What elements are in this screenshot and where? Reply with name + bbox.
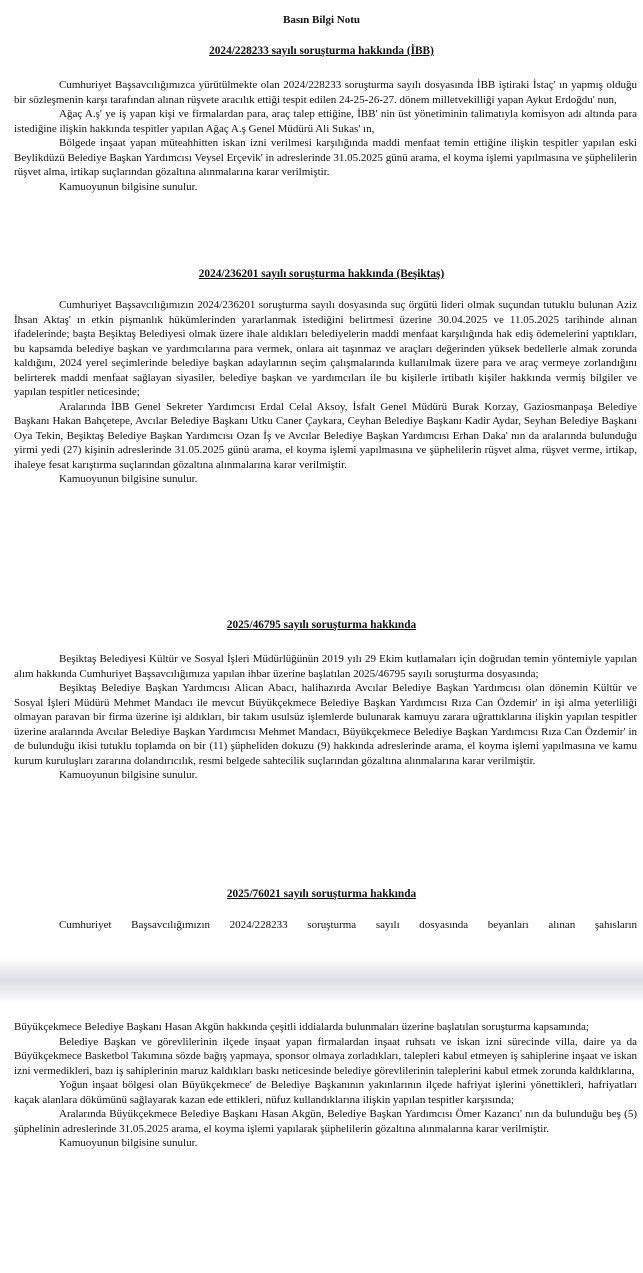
document-page-bottom	[0, 1003, 643, 1273]
section-body-2025-76021-bottom	[14, 1020, 637, 1151]
paragraph: Kamuoyunun bilgisine sunulur.	[59, 180, 198, 193]
section-body-ibb	[14, 78, 637, 194]
paragraph: Cumhuriyet Başsavcılığımızca yürütülmekte olan 2024/228233 soruşturma sayılı dosyasında İBB iştiraki İstaç' ın yapmış olduğu bir sözleşmenin karşı tarafından alınan rüşvete aracılık ettiği tespit edilen 24-25-26-27. dönem milletvekilliği yapan Aykut Erdoğdu' nun,	[14, 79, 637, 106]
paragraph: Aralarında İBB Genel Sekreter Yardımcısı Erdal Celal Aksoy, İsfalt Genel Müdürü Burak Korzay, Gaziosmanpaşa Belediye Başkanı Hakan Bahçetepe, Avcılar Belediye Başkanı Utku Caner Çaykara, Ceyhan Belediye Başkanı Kadir Aydar, Seyhan Belediye Başkanı Oya Tekin, Beşiktaş Belediye Başkan Yardımcısı Ozan İş ve Avcılar Belediye Başkan Yardımcısı Erhan Daka' nın da aralarında bulunduğu yirmi yedi (27) kişinin adreslerinde 31.05.2025 günü arama, el koyma işlemi yapılmasına ve şüphelilerin rüşvet alma, rüşvet verme, irtikap, ihaleye fesat karıştırma suçlarından gözaltına alınmalarına karar verilmiştir.	[14, 400, 637, 471]
section-heading-besiktas: 2024/236201 sayılı soruşturma hakkında (Beşiktaş)	[198, 268, 445, 280]
section-heading-2025-46795: 2025/46795 sayılı soruşturma hakkında	[226, 619, 417, 631]
paragraph: Büyükçekmece Belediye Başkanı Hasan Akgün hakkında çeşitli iddialarda bulunmaları üzerine başlatılan soruşturma kapsamında;	[14, 1021, 589, 1033]
paragraph: Cumhuriyet Başsavcılığımızın 2024/228233 soruşturma sayılı dosyasında beyanları alınan şahısların	[59, 919, 637, 931]
paragraph: Kamuoyunun bilgisine sunulur.	[59, 1137, 198, 1149]
paragraph: Bölgede inşaat yapan müteahhitten iskan izni verilmesi karşılığında maddi menfaat temin ettiğine ilişkin tespitler yapılan eski Beylikdüzü Belediye Başkan Yardımcısı Veysel Erçevik' in adreslerinde 31.05.2025 günü arama, el koyma işlemi yapılmasına ve şüphelilerin rüşvet alma, irtikap suçlarından gözaltına alınmalarına karar verilmiştir.	[14, 137, 637, 178]
paragraph: Cumhuriyet Başsavcılığımızın 2024/236201 soruşturma sayılı dosyasında suç örgütü lideri olmak suçundan tutuklu bulunan Aziz İhsan Aktaş' ın etkin pişmanlık hükümlerinden yararlanmak istediğini belirtmesi üzerine 30.04.2025 ve 11.05.2025 tarihinde alınan ifadelerinde; başta Beşiktaş Belediyesi olmak üzere ihale aldıkları belediyelerin maddi menfaat karşılığında hak ediş ödemelerini yaptıkları, bu kapsamda belediye başkan ve yardımcılarına para vermek, onlara ait taşınmaz ve araçları değerinden yüksek bedellerle almak zorunda kaldığını, 2024 yerel seçimlerinde belediye başkan adaylarının seçim çalışmalarında kullanılmak üzere para ve araç vermeye zorlandığını belirterek maddi menfaat sağlayan siyasiler, belediye başkan ve yardımcıları ile bu kişilerle irtibatlı kişiler hakkında vermiş bilgiler ve yapılan tespitler neticesinde;	[14, 299, 637, 398]
paragraph: Yoğun inşaat bölgesi olan Büyükçekmece' de Belediye Başkanının yakınlarının ilçede hafriyat işlerini yönettikleri, hafriyatları kaçak alanlara dökümünü sağlayarak kazan ede ettikleri, nüfuz kullandıklarına ilişkin yapılan tespitler karşısında;	[14, 1079, 637, 1106]
paragraph: Kamuoyunun bilgisine sunulur.	[59, 473, 198, 485]
page-break-divider	[0, 958, 643, 1003]
section-heading-ibb: 2024/228233 sayılı soruşturma hakkında (İBB)	[209, 45, 434, 57]
section-body-2025-46795	[14, 652, 637, 783]
paragraph: Belediye Başkan ve görevlilerinin ilçede inşaat yapan firmalardan inşaat ruhsatı ve iskan izni sürecinde villa, daire ya da Büyükçekmece Basketbol Takımına sözde bağış yapmaya, sponsor olmaya zorladıkları, talepleri kabul etmeyen iş sahiplerine inşaat ve iskan izni vermedikleri, bazı iş sahiplerinin maruz kaldıkları baskı neticesinde belediye görevlilerinin taleplerini kabul etmek zorunda kaldıklarına,	[14, 1035, 637, 1077]
paragraph: Beşiktaş Belediye Başkan Yardımcısı Alican Abacı, halihazırda Avcılar Belediye Başkan Yardımcısı olan dönemin Kültür ve Sosyal İşleri Müdürü Mehmet Mandacı ile mevcut Büyükçekmece Belediye Başkan Yardımcısı Rıza Can Özdemir' in işi alma yeterliliği olmayan paravan bir firma üzerine işi aldıkları, bir takım usulsüz işlemlerde bulunarak kamuyu zarara uğrattıklarına ilişkin yapılan tespitler üzerine aralarında Avcılar Belediye Başkan Yardımcısı Mehmet Mandacı, Büyükçekmece Belediye Başkan Yardımcısı Rıza Can Özdemir' in de bulunduğu ikisi tutuklu toplamda on bir (11) şüpheliden dokuzu (9) hakkında adreslerinde arama, el koyma işlemi yapılmasına ve kamu kurum kuruluşları zararına dolandırıcılık, resmi belgede sahtecilik suçlarından gözaltına alınmalarına karar verilmiştir.	[14, 682, 637, 767]
paragraph: Ağaç A.ş' ye iş yapan kişi ve firmalardan para, araç talep ettiğine, İBB' nin üst yönetiminin talimatıyla komisyon adı altında para istediğine ilişkin hakkında tespitler yapılan Ağaç A.ş Genel Müdürü Ali Sukas' ın,	[14, 108, 637, 135]
paragraph: Aralarında Büyükçekmece Belediye Başkanı Hasan Akgün, Belediye Başkan Yardımcısı Ömer Kazancı' nın da bulunduğu beş (5) şüphelinin adreslerinde 31.05.2025 arama, el koyma işlemi yapılarak şüphelilerin gözaltına alınmalarına karar verilmiştir.	[14, 1108, 637, 1135]
section-heading-2025-76021: 2025/76021 sayılı soruşturma hakkında	[226, 888, 417, 900]
document-title: Basın Bilgi Notu	[282, 14, 361, 26]
paragraph: Kamuoyunun bilgisine sunulur.	[59, 769, 198, 781]
paragraph: Beşiktaş Belediyesi Kültür ve Sosyal İşleri Müdürlüğünün 2019 yılı 29 Ekim kutlamaları için doğrudan temin yöntemiyle yapılan alım hakkında Cumhuriyet Başsavcılığımıza yapılan ihbar üzerine başlatılan 2025/46795 sayılı soruşturma dosyasında;	[14, 653, 637, 680]
section-body-2025-76021-top	[14, 918, 637, 933]
section-body-besiktas	[14, 298, 637, 487]
